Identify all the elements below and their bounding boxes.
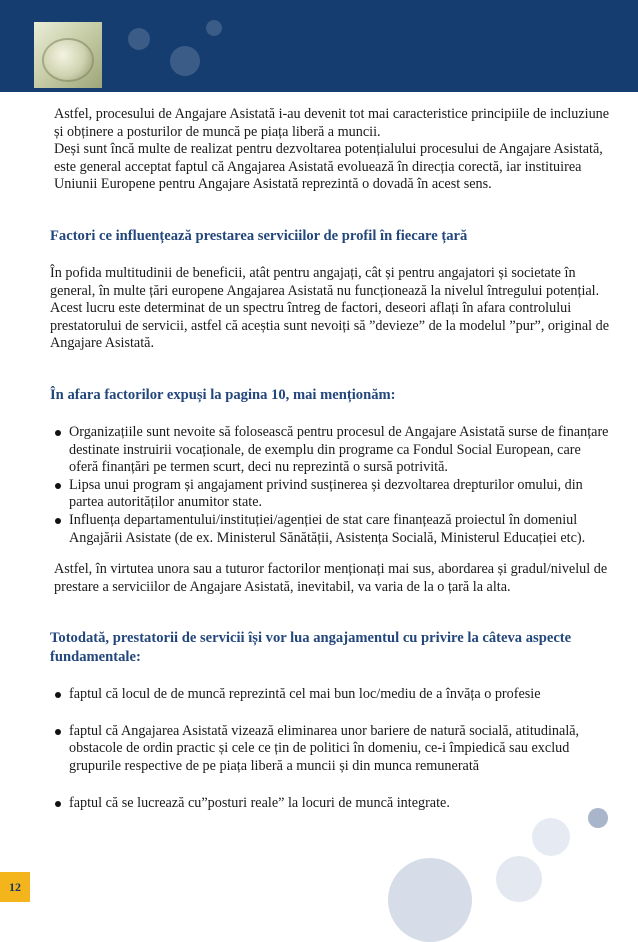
conclusion-paragraph: Astfel, în virtutea unora sau a tuturor factorilor menționați mai sus, abordarea și gradul/nivelul de prestare a serviciilor de Angajare Asistată, inevitabil, va varia de la o țară la alta.	[54, 561, 608, 595]
decorative-circle-medium	[496, 856, 542, 902]
list-item: Organizațiile sunt nevoite să folosească pentru procesul de Angajare Asistată surse de finanțare destinate instruirii vocaționale, de exemplu din programe ca Fondul Social European, care oferă finanțări pe termen scurt, deci nu reprezintă o sursă potrivită.	[50, 424, 610, 477]
page-content	[50, 106, 610, 831]
section-heading-commitments: Totodată, prestatorii de servicii își vor lua angajamentul cu privire la câteva aspecte fundamentale:	[50, 630, 572, 666]
list-item: faptul că Angajarea Asistată vizează eliminarea unor bariere de natură socială, atitudinală, obstacole de ordin practic și cele ce țin de politici în domeniu, ce-i împiedică sau exclud grupurile respective de pe piața liberă a muncii și din munca remunerată	[50, 723, 610, 776]
bullet-icon	[55, 801, 61, 807]
decorative-circle-large	[388, 858, 472, 942]
additional-factors-list	[50, 424, 610, 547]
list-item: faptul că se lucrează cu”posturi reale” la locuri de muncă integrate.	[50, 795, 610, 813]
list-item: faptul că locul de de muncă reprezintă cel mai bun loc/mediu de a învăța o profesie	[50, 686, 610, 704]
list-item: Lipsa unui program și angajament privind susținerea și dezvoltarea drepturilor omului, din partea autorităților anumitor state.	[50, 477, 610, 512]
intro-paragraph-2: Deși sunt încă multe de realizat pentru dezvoltarea potențialului procesului de Angajare Asistată, este general acceptat faptul că Angajarea Asistată evoluează în direcția corectă, iar instituirea Uniunii Europene pentru Angajare Asistată reprezintă o dovadă în acest sens.	[54, 141, 603, 193]
bullet-icon	[55, 483, 61, 489]
decorative-circle-light	[532, 818, 570, 856]
bullet-icon	[55, 430, 61, 436]
bullet-icon	[55, 729, 61, 735]
page-number: 12	[0, 872, 30, 902]
bullet-icon	[55, 518, 61, 524]
section-heading-additional-factors: În afara factorilor expuși la pagina 10, mai menționăm:	[50, 386, 396, 403]
bullet-icon	[55, 692, 61, 698]
decorative-circle-small	[588, 808, 608, 828]
coin-icon	[44, 40, 92, 80]
section-heading-factors: Factori ce influențează prestarea serviciilor de profil în fiecare țară	[50, 227, 468, 244]
coin-photo	[34, 22, 102, 88]
commitments-list	[50, 686, 610, 812]
list-item: Influența departamentului/instituției/agenției de stat care finanțează proiectul în domeniul Angajării Asistate (de ex. Ministerul Sănătății, Asistența Socială, Ministerul Educației etc).	[50, 512, 610, 547]
factors-paragraph: În pofida multitudinii de beneficii, atât pentru angajați, cât și pentru angajatori și societate în general, în multe țări europene Angajarea Asistată nu funcționează la nivelul întregului potențial. Acest lucru este determinat de un spectru întreg de factori, deseori aflați în afara controlului prestatorului de servicii, astfel că aceștia sunt nevoiți să ”devieze” de la modelul ”pur”, original de Angajare Asistată.	[50, 264, 609, 352]
intro-paragraph-1: Astfel, procesului de Angajare Asistată i-au devenit tot mai caracteristice principiile de incluziune și obținere a posturilor de muncă pe piața liberă a muncii.	[54, 106, 610, 140]
page-header-banner	[0, 0, 638, 92]
